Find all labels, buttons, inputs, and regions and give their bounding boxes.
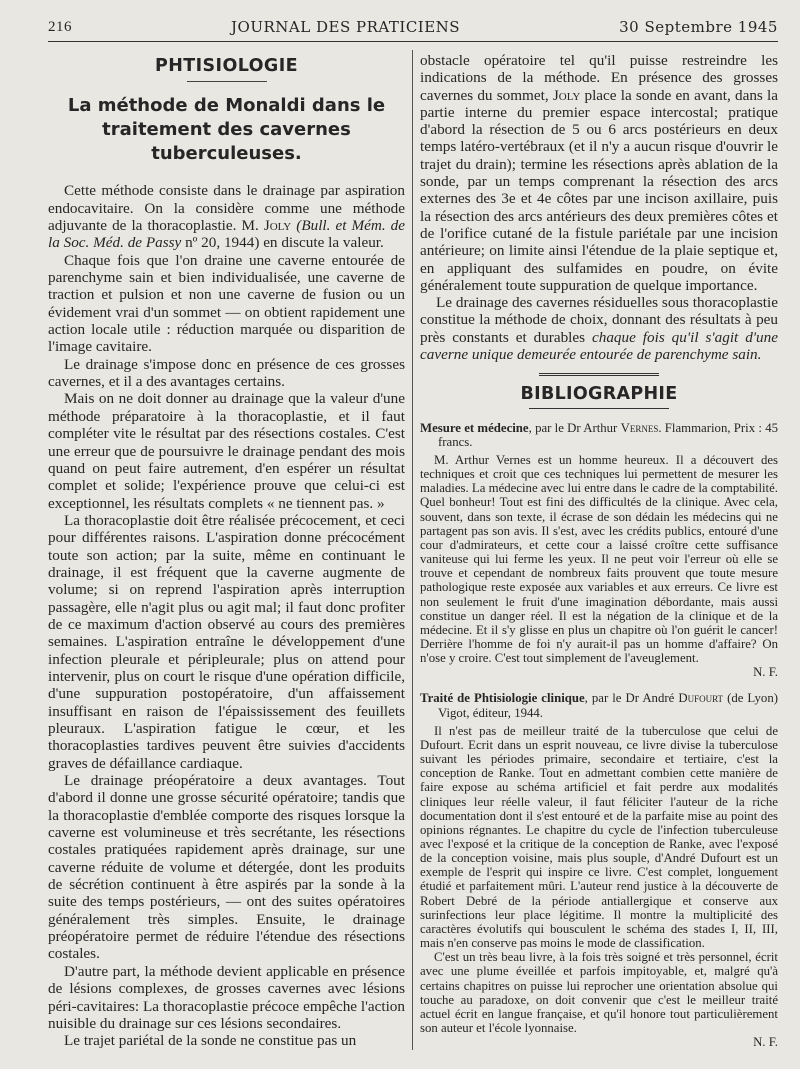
paragraph: Mais on ne doit donner au drainage que la valeur d'une méthode préparatoire à la thoracoplastie, et il faut compléter vite le résultat par des résections costales. C'est une erreur que de poursuivre le drainage pendant des mois quand on peut faire autrement, d'en espérer un résultat complet et solide; l'expérience prouve que celui-ci est exceptionnel, les résultats complets « ne tiennent pas. »	[48, 390, 405, 512]
page-number: 216	[48, 18, 72, 35]
review-body: Il n'est pas de meilleur traité de la tuberculose que celui de Dufourt. Ecrit dans un esprit nouveau, ce livre divise la tuberculose suivant les périodes primaire, secondaire et tertiaire, c'est la conception de Ranke. Tout en admettant combien cette manière de faire expose au schéma artificiel et fait perdre aux modalités cliniques leur réelle valeur, il faut féliciter l'auteur de la riche documentation dont il s'est entouré et de la parfaite mise au point des opinions régnantes. Le chapitre du cycle de l'infection tuberculeuse avec l'exposé et la critique de la conception de Ranke, avec l'exposé de la conception voisine, mais plus souple, d'André Dufourt est un exemple de l'esprit qui inspire ce livre. C'est complet, longuement étudié et parfaitement mûri. L'auteur rend justice à la découverte de Robert Debré de la période antiallergique et conserve aux surinfections leur place légitime. Il montre la multiplicité des caractères évolutifs qui bousculent le schéma des stades I, II, III, mais n'en conserve pas moins le mode de classification.	[420, 723, 778, 951]
article-title: La méthode de Monaldi dans le traitement des cavernes tuberculeuses.	[67, 95, 386, 165]
review-reference: Traité de Phtisiologie clinique, par le Dr André Dufourt (de Lyon) Vigot, éditeur, 1944.	[420, 691, 778, 720]
review-signature: N. F.	[753, 665, 778, 680]
review-reference: Mesure et médecine, par le Dr Arthur Vernes. Flammarion, Prix : 45 francs.	[420, 420, 778, 449]
book-review	[420, 421, 778, 680]
citation: (Bull. et Mém. de la Soc. Méd. de Passy	[48, 217, 406, 252]
paragraph: Le trajet pariétal de la sonde ne constitue pas un	[64, 1032, 357, 1050]
paragraph: D'autre part, la méthode devient applicable en présence de lésions complexes, de grosses cavernes avec lésions péri-cavitaires: La thoracoplastie précoce empêche l'action nuisible du drainage sur ces lésions secondaires.	[48, 962, 405, 1032]
book-title: Traité de Phtisiologie clinique	[420, 691, 585, 706]
running-header	[48, 14, 778, 40]
right-column	[420, 52, 778, 1049]
column-divider	[412, 50, 413, 1050]
author-name: Vernes	[620, 420, 659, 435]
journal-name: JOURNAL DES PRATICIENS	[231, 18, 461, 36]
paragraph: Le drainage préopératoire a deux avantages. Tout d'abord il donne une grosse sécurité opératoire; tandis que la thoracoplastie d'emblée comporte des risques lorsque la caverne est volumineuse et très secrétante, les résections costales pratiquées rapidement après drainage, sur une caverne réduite de volume et détergée, dont les produits de sécrétion continuent à être aspirés par la sonde à la suite des temps postérieurs, — ont des suites opératoires généralement très simples. Ensuite, le drainage préopératoire permet de réduire l'étendue des résections costales.	[48, 772, 405, 963]
section-rule	[187, 81, 267, 82]
issue-date: 30 Septembre 1945	[619, 18, 778, 36]
paragraph: Cette méthode consiste dans le drainage par aspiration endocavitaire. On la considère comme une méthode adjuvante de la thoracoplastie. M. Joly (Bull. et Mém. de la Soc. Méd. de Passy nº 20, 1944) en discute la valeur.	[48, 182, 406, 252]
book-review	[420, 691, 778, 1049]
section-title: PHTISIOLOGIE	[155, 56, 298, 76]
author-name: Joly	[263, 217, 292, 235]
paragraph: Le drainage des cavernes résiduelles sous thoracoplastie constitue la méthode de choix, donnant des résultats à peu près constants et durables chaque fois qu'il s'agit d'une caverne unique demeurée entourée de parenchyme sain.	[420, 294, 778, 364]
paragraph: Chaque fois que l'on draine une caverne entourée de parenchyme sain et bien individualisée, une caverne de traction et pulsion et non une caverne de fusion ou un évidement vrai d'un sommet — on obtient rapidement une action locale utile : réduction marquée ou disparition de l'image cavitaire.	[48, 251, 405, 356]
author-name: Joly	[552, 86, 581, 104]
author-name: Dufourt	[678, 691, 724, 706]
bibliography-title: BIBLIOGRAPHIE	[520, 384, 678, 405]
bibliography-rule	[529, 408, 669, 409]
review-body: M. Arthur Vernes est un homme heureux. Il a découvert des techniques et croit que ces techniques lui permettent de mesurer les maladies. La médecine avec lui entre dans le cadre de la comptabilité. Quel bonheur! Tout est fini des difficultés de la clinique. Avec cela, souvent, dans son texte, il écrase de son dédain les médecins qui ne partagent pas son avis. Il s'est, avec les crédits publics, entouré d'une cour d'admirateurs, et cette cour a laissé croître cette suffisance vaniteuse qui lui ferme les yeux. Il ne peut voir l'erreur où elle se trouve et cependant de nombreux faits prouvent que toute mesure pathologique reste exposée aux variables et aux erreurs. Ce livre est non seulement le fruit d'une imagination débordante, mais aussi constitue un danger réel. Il est la négation de la clinique et de la médecine. Et il s'y glisse en plus un chapitre où l'on guérit le cancer! Derrière l'homme de foi n'y aurait-il pas un homme d'affaire? On n'ose y croire. C'est tout simplement de l'aveuglement.	[420, 452, 778, 666]
header-rule	[48, 41, 778, 42]
review-signature: N. F.	[753, 1035, 778, 1050]
book-title: Mesure et médecine	[420, 420, 529, 435]
left-column	[48, 52, 405, 1050]
paragraph: La thoracoplastie doit être réalisée précocement, et ceci pour différentes raisons. L'aspiration donne précocément toute son action; par la suite, même en continuant le drainage, il est fréquent que la caverne augmente de volume; si on reprend l'aspiration après interruption passagère, elle n'agit plus ou agit mal; il faut donc profiter de ce maximum d'action observé au cours des premières semaines. L'aspiration entraîne le développement d'une infection pleurale et péripleurale; plus on attend pour intervenir, plus on court le risque d'une opération difficile, d'une suppuration postopératoire, d'un affaissement insuffisant en raison de l'épaississement des feuillets pleuraux. L'aspiration fatigue le cœur, et les thoracoplasties tardives peuvent être suivies d'accidents graves de défaillance cardiaque.	[48, 511, 405, 772]
paragraph: obstacle opératoire tel qu'il puisse restreindre les indications de la méthode. En présence des grosses cavernes du sommet, Joly place la sonde en avant, dans la partie interne du premier espace intercostal; pratique d'abord la résection de 5 ou 6 arcs postérieurs en deux temps latéro-vertébraux (et il n'y a aucun risque d'ouvrir le trajet du drain); termine les résections après ablation de la sonde, par un temps comprenant la résection des arcs externes des 3e et 4e côtes par une incison axillaire, puis la résection des arcs antérieurs des deux premières côtes et de l'orifice cutané de la fistule pariétale par une incision antérieure; on limite ainsi l'étendue de la plaie septique et, en appliquant des sulfamides en poudre, on évite généralement toute suppuration de quelque importance.	[420, 52, 779, 294]
emphasis: chaque fois qu'il s'agit d'une caverne unique demeurée entourée de parenchyme sain.	[420, 328, 778, 364]
bibliography-header	[420, 373, 778, 408]
double-rule	[539, 373, 659, 378]
review-body: C'est un très beau livre, à la fois très soigné et très personnel, écrit avec une plume éveillée et parfois impitoyable, et, malgré qu'à certains chapitres on puisse lui reprocher une orientation absolue qui touche au paradoxe, on doit convenir que c'est le meilleur traité actuel écrit en langue française, et qu'il honore tout particulièrement son auteur et l'école lyonnaise.	[420, 950, 778, 1036]
paragraph: Le drainage s'impose donc en présence de ces grosses cavernes, et il a des avantages certains.	[48, 355, 405, 391]
